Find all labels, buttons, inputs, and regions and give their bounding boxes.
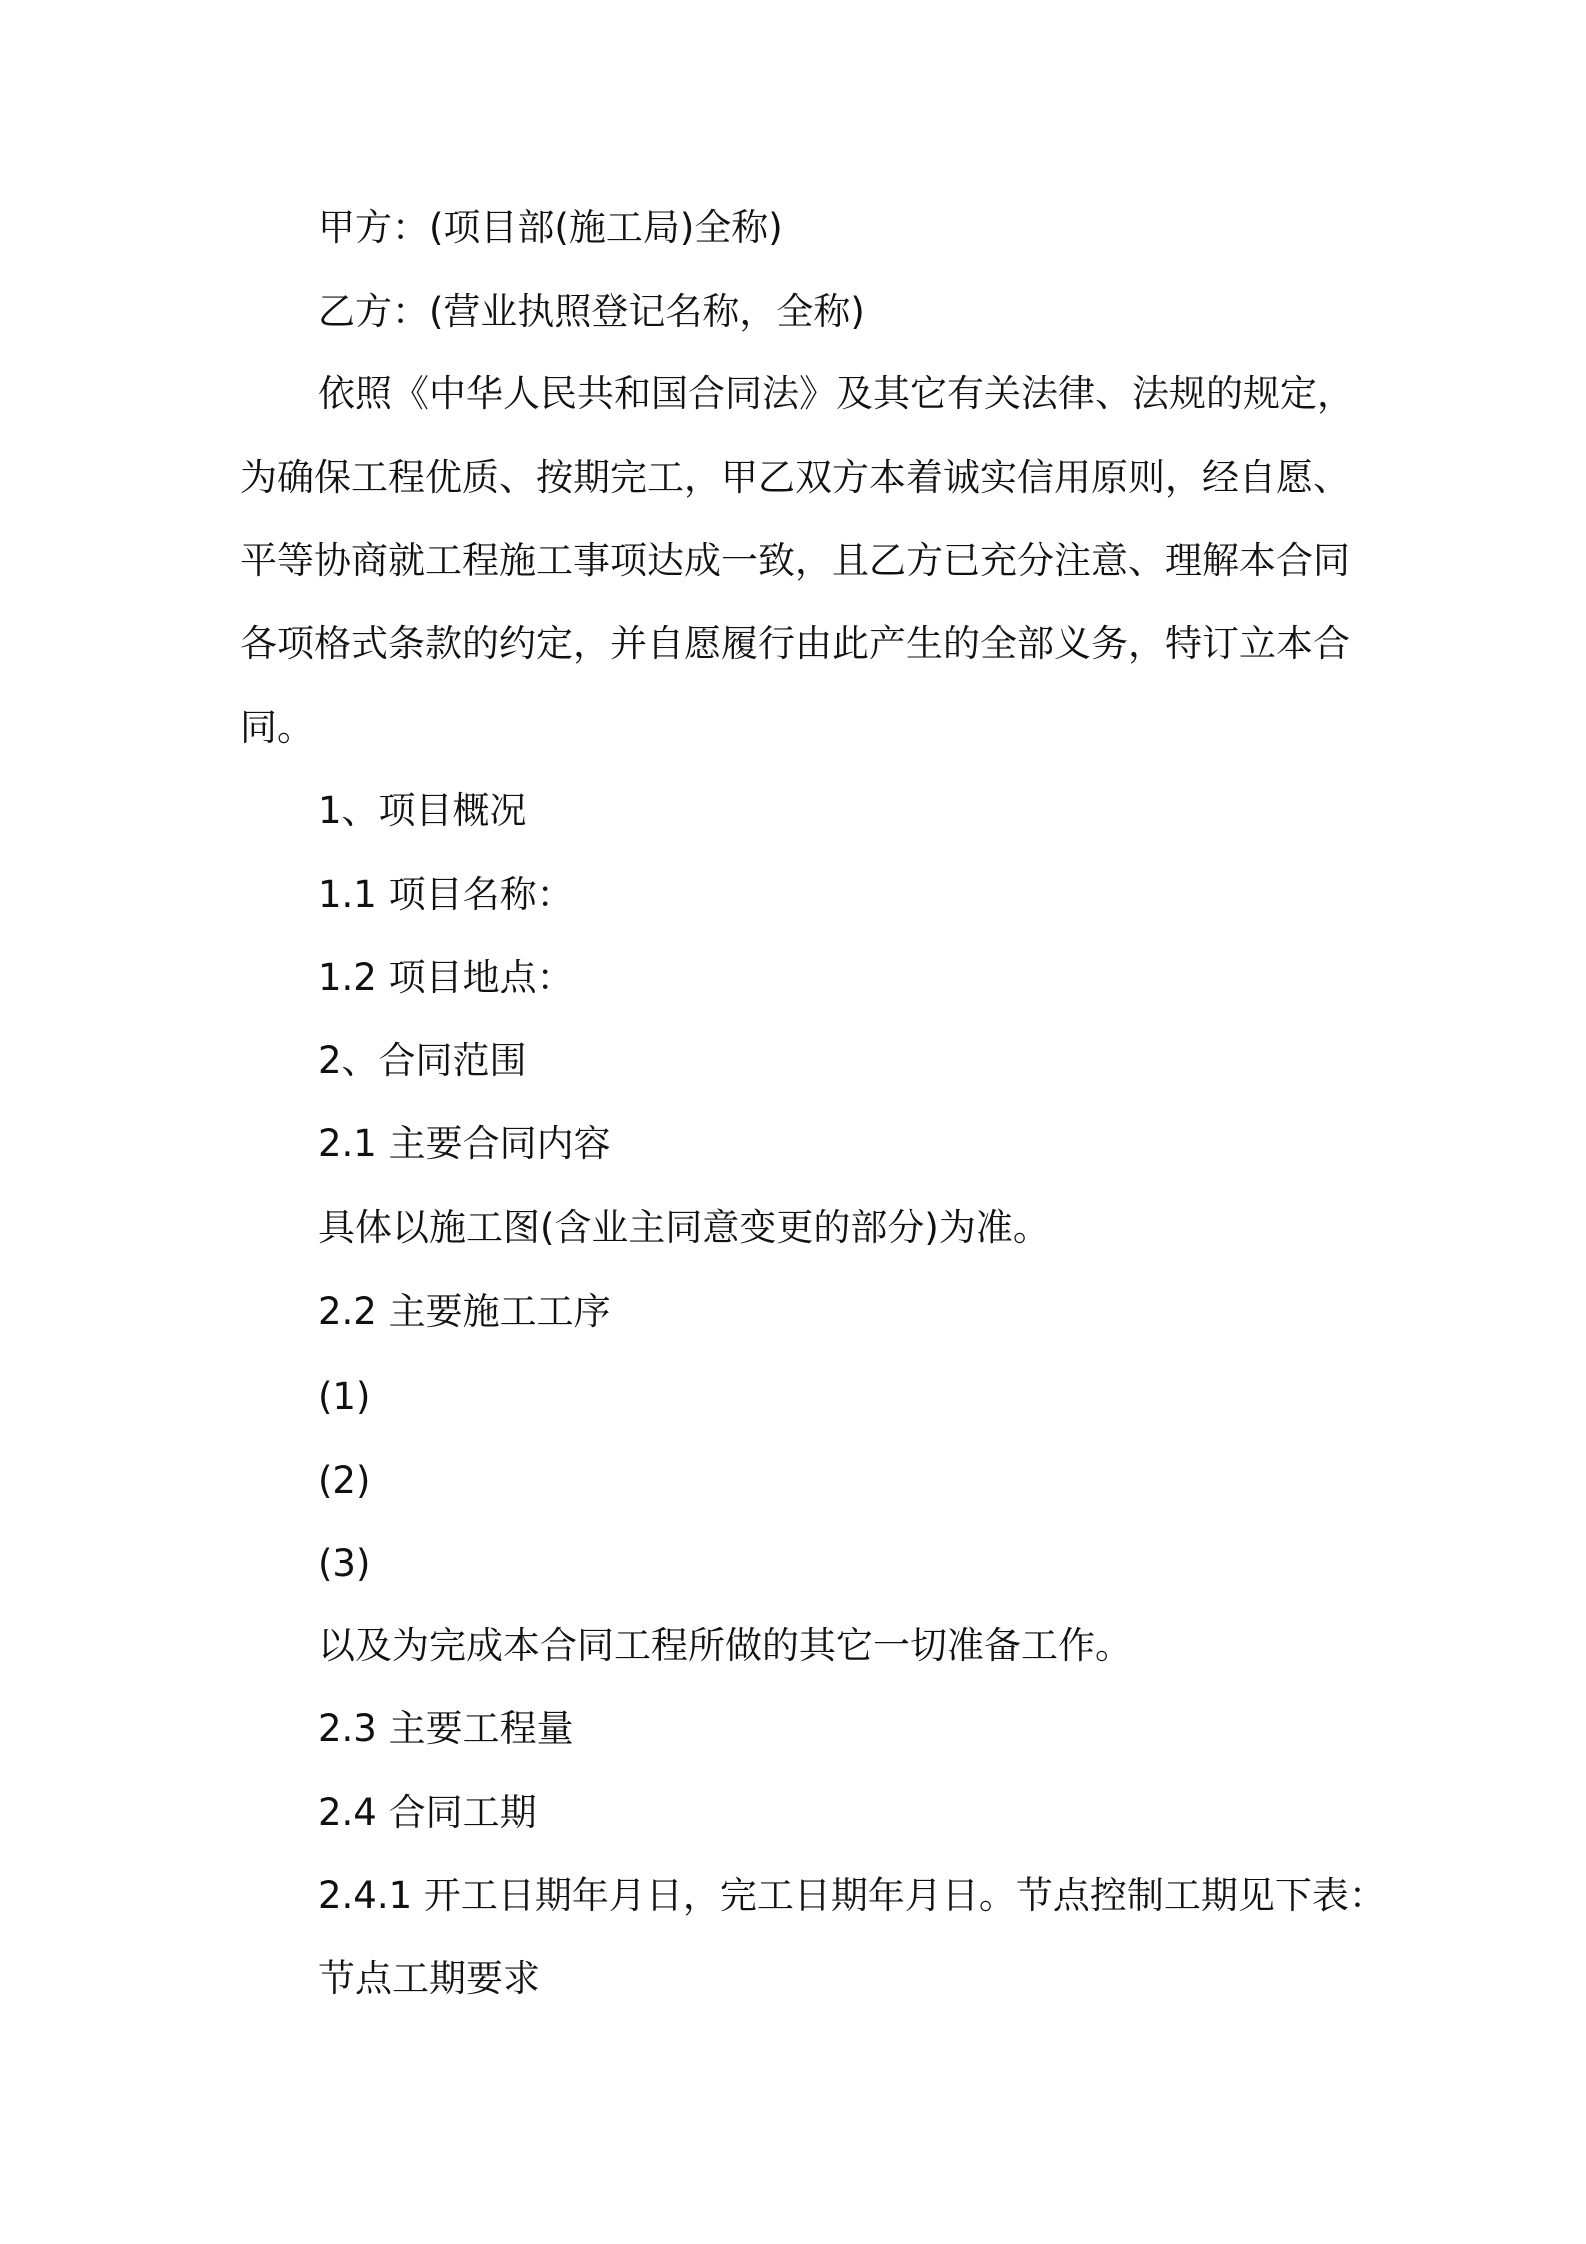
item-2-1: 2.1 主要合同内容	[318, 1122, 611, 1165]
other-work-line: 以及为完成本合同工程所做的其它一切准备工作。	[318, 1624, 1132, 1667]
preamble-line-1: 依照《中华人民共和国合同法》及其它有关法律、法规的规定，	[318, 372, 1354, 415]
item-2-1-content: 具体以施工图(含业主同意变更的部分)为准。	[318, 1206, 1050, 1249]
party-a-line: 甲方：(项目部(施工局)全称)	[318, 206, 783, 249]
process-1: (1)	[318, 1375, 371, 1418]
preamble-line-5: 同。	[240, 706, 314, 749]
preamble-line-2: 为确保工程优质、按期完工，甲乙双方本着诚实信用原则，经自愿、	[240, 456, 1350, 499]
item-2-4: 2.4 合同工期	[318, 1791, 537, 1834]
item-1-1: 1.1 项目名称：	[318, 873, 574, 916]
item-2-4-1: 2.4.1 开工日期年月日，完工日期年月日。节点控制工期见下表：	[318, 1874, 1386, 1917]
item-2-2: 2.2 主要施工工序	[318, 1290, 611, 1333]
process-2: (2)	[318, 1459, 371, 1502]
item-1-2: 1.2 项目地点：	[318, 956, 574, 999]
process-3: (3)	[318, 1542, 371, 1585]
node-schedule-heading: 节点工期要求	[318, 1957, 540, 2000]
section-1-heading: 1、项目概况	[318, 789, 527, 832]
item-2-3: 2.3 主要工程量	[318, 1707, 574, 1750]
section-2-heading: 2、合同范围	[318, 1039, 527, 1082]
party-b-line: 乙方：(营业执照登记名称，全称)	[318, 290, 865, 333]
preamble-line-3: 平等协商就工程施工事项达成一致，且乙方已充分注意、理解本合同	[240, 539, 1350, 582]
preamble-line-4: 各项格式条款的约定，并自愿履行由此产生的全部义务，特订立本合	[240, 622, 1350, 665]
